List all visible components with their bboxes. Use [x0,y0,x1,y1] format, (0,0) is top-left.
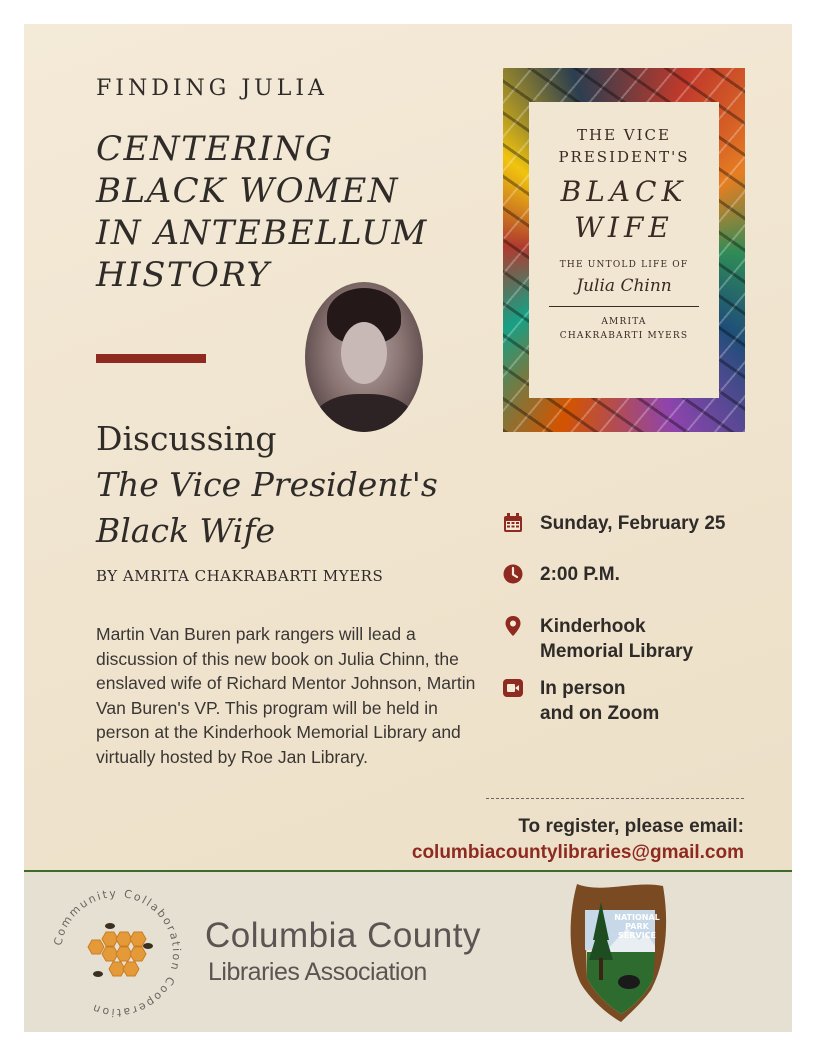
svg-text:SERVICE: SERVICE [618,931,656,940]
registration-block [412,814,744,866]
ccla-subname: Libraries Association [208,958,427,986]
calendar-icon [503,513,523,533]
accent-divider [96,354,206,363]
national-park-service-arrowhead-logo [567,880,671,1024]
register-prompt: To register, please email: [518,816,744,837]
ccla-honeycomb-logo [48,884,186,1022]
julia-chinn-portrait [305,282,423,432]
book-cover-panel [529,102,719,398]
event-description: Martin Van Buren park rangers will lead a discussion of this new book on Julia Chinn, the enslaved wife of Richard Mentor Johnson, Martin Van Buren's VP. This program will be held in person at the Kinderhook Memorial Library and virtually hosted by Roe Jan Library. [96,624,476,767]
date-text: Sunday, February 25 [540,513,726,534]
svg-text:NATIONAL: NATIONAL [614,913,660,922]
event-headline [96,128,456,296]
format-text: In person and on Zoom [540,678,660,724]
time-text: 2:00 P.M. [540,564,620,585]
cover-title-line: WIFE [574,211,674,244]
cover-title-line: THE VICE [577,126,671,144]
discussing-title [96,416,438,554]
headline-line: CENTERING [96,129,334,169]
book-title-line: Black Wife [96,511,276,550]
discussing-label: Discussing [96,419,277,458]
ccla-name: Columbia County [205,916,481,955]
location-text: Kinderhook Memorial Library [540,616,694,662]
headline-line: BLACK WOMEN [96,171,400,211]
register-email-link[interactable]: columbiacountylibraries@gmail.com [411,842,744,863]
svg-text:Community Collaboration Cooper: Community Collaboration Cooperation [51,886,184,1020]
video-camera-icon [503,678,523,698]
cover-author: AMRITA [601,317,647,327]
event-kicker: FINDING JULIA [96,76,328,101]
author-byline: BY AMRITA CHAKRABARTI MYERS [96,567,384,585]
cover-subtitle: THE UNTOLD LIFE OF [559,260,689,270]
book-title-line: The Vice President's [96,465,438,504]
cover-rule [549,306,699,307]
clock-icon [503,564,523,584]
cover-author: CHAKRABARTI MYERS [559,331,689,341]
cover-title-line: PRESIDENT'S [558,148,690,166]
headline-line: IN ANTEBELLUM [96,213,428,253]
headline-line: HISTORY [96,255,271,295]
location-pin-icon [503,616,523,636]
cover-title-line: BLACK [560,175,688,208]
event-flyer [24,24,792,1032]
sponsor-footer [24,870,792,1032]
dashed-divider [486,798,744,799]
svg-text:PARK: PARK [625,922,649,931]
book-cover-image [503,68,745,432]
cover-name: Julia Chinn [576,276,672,296]
